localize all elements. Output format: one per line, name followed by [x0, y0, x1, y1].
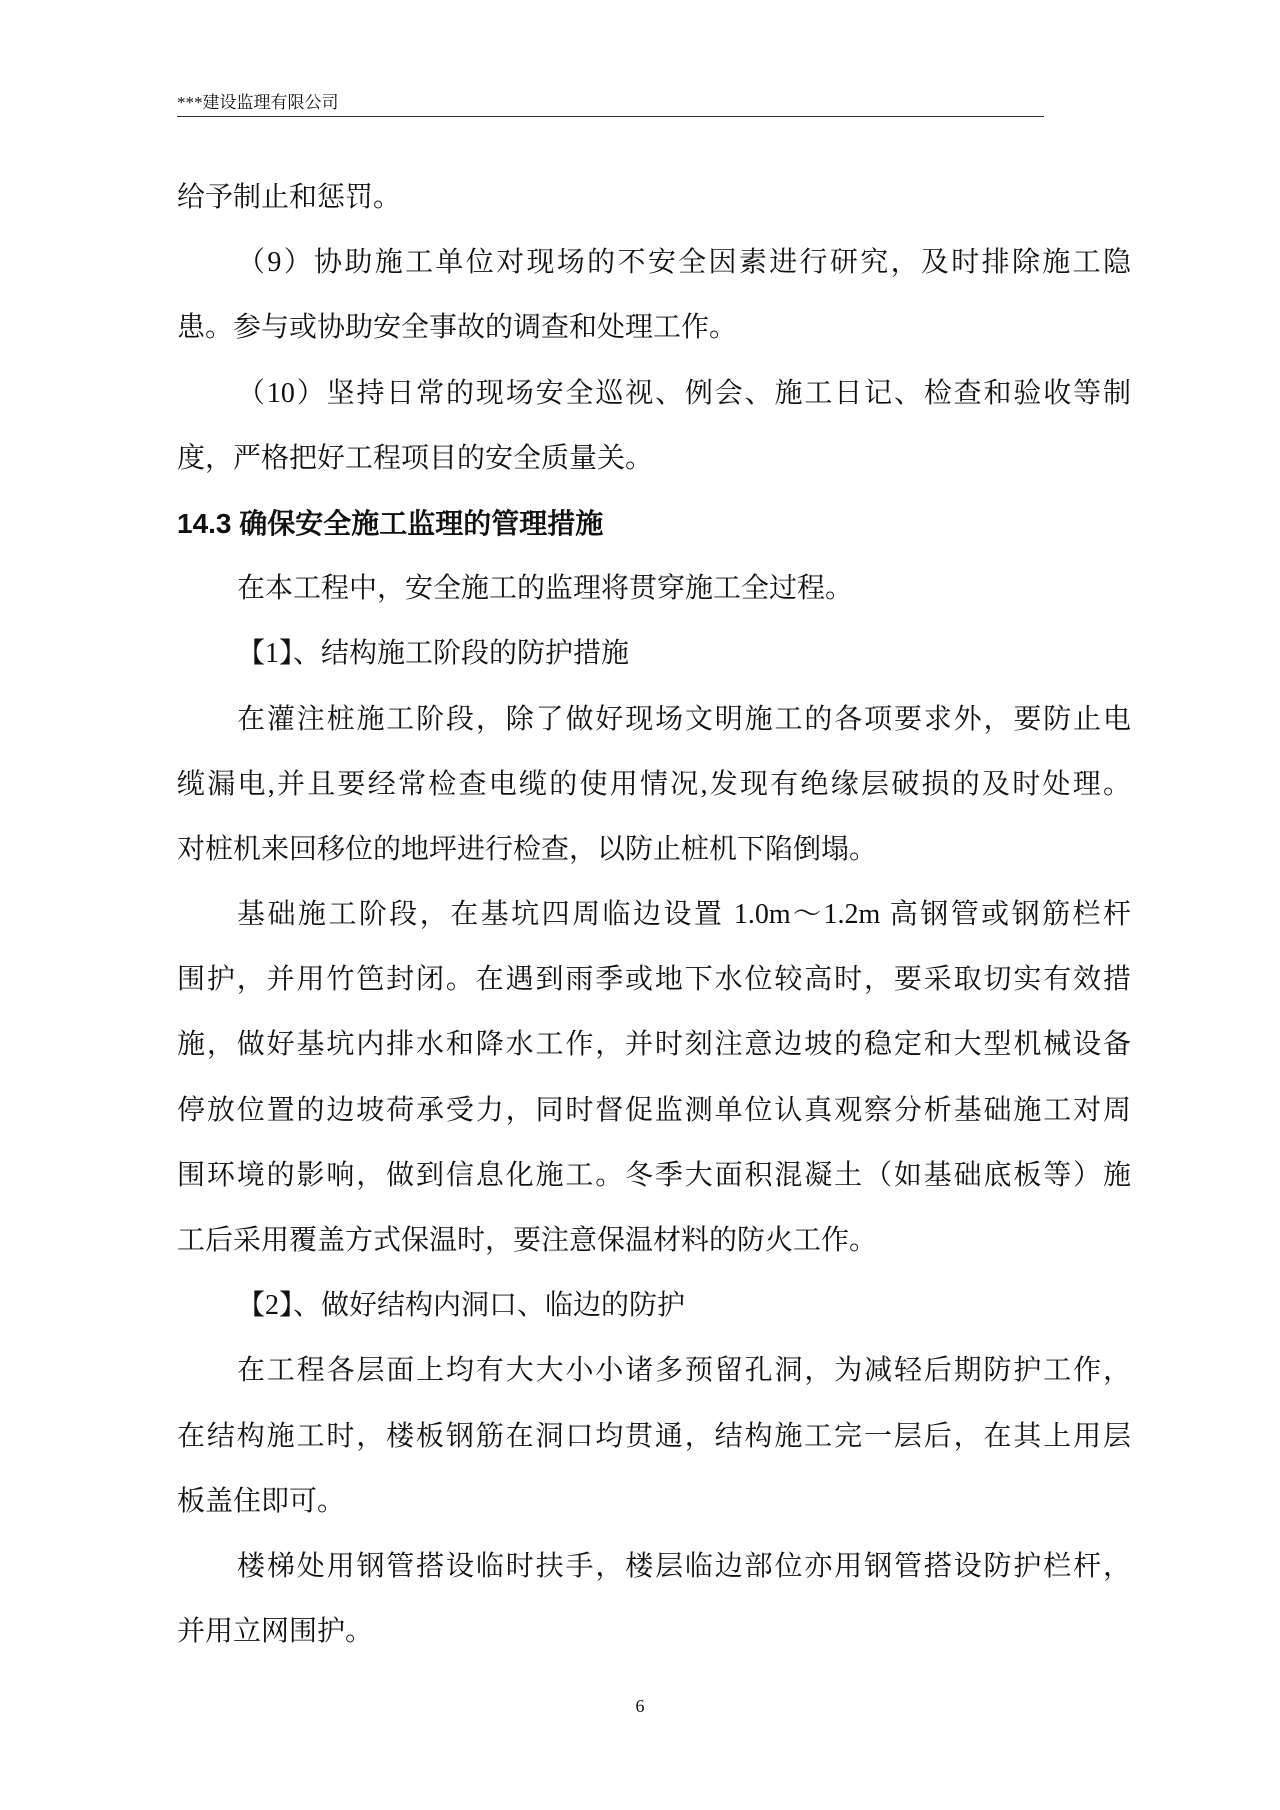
text-line: 施，做好基坑内排水和降水工作，并时刻注意边坡的稳定和大型机械设备: [177, 1029, 1131, 1061]
text-line: 在灌注桩施工阶段，除了做好现场文明施工的各项要求外，要防止电: [237, 703, 1131, 735]
text-line: 在结构施工时，楼板钢筋在洞口均贯通，结构施工完一层后，在其上用层: [177, 1420, 1131, 1452]
text-line: 【1】、结构施工阶段的防护措施: [237, 638, 630, 670]
text-line: 【2】、做好结构内洞口、临边的防护: [237, 1290, 686, 1322]
text-line: 患。参与或协助安全事故的调查和处理工作。: [177, 312, 738, 344]
text-line: 缆漏电,并且要经常检查电缆的使用情况,发现有绝缘层破损的及时处理。: [177, 768, 1131, 800]
text-line: 对桩机来回移位的地坪进行检查，以防止桩机下陷倒塌。: [177, 833, 878, 865]
page-number: 6: [635, 1696, 645, 1716]
text-line: 楼梯处用钢管搭设临时扶手，楼层临边部位亦用钢管搭设防护栏杆，: [237, 1550, 1131, 1582]
text-line: 工后采用覆盖方式保温时，要注意保温材料的防火工作。: [177, 1225, 878, 1256]
section-heading: 14.3 确保安全施工监理的管理措施: [177, 507, 604, 539]
text-line: 板盖住即可。: [177, 1485, 346, 1517]
text-line: 在工程各层面上均有大大小小诸多预留孔洞，为减轻后期防护工作，: [237, 1355, 1131, 1387]
text-line: 围护，并用竹笆封闭。在遇到雨季或地下水位较高时，要采取切实有效措: [177, 964, 1131, 996]
text-line: 停放位置的边坡荷承受力，同时督促监测单位认真观察分析基础施工对周: [177, 1094, 1131, 1126]
text-line: 并用立网围护。: [177, 1616, 374, 1648]
text-line: （9）协助施工单位对现场的不安全因素进行研究，及时排除施工隐: [237, 247, 1131, 279]
text-line: 度，严格把好工程项目的安全质量关。: [177, 442, 654, 474]
page-header: [177, 92, 1044, 117]
company-name: ***建设监理有限公司: [177, 93, 339, 112]
text-line: 给予制止和惩罚。: [177, 182, 402, 213]
document-body: [177, 165, 1131, 1664]
text-line: 在本工程中，安全施工的监理将贯穿施工全过程。: [237, 573, 854, 605]
text-line: 围环境的影响，做到信息化施工。冬季大面积混凝土（如基础底板等）施: [177, 1159, 1131, 1191]
text-line: （10）坚持日常的现场安全巡视、例会、施工日记、检查和验收等制: [237, 377, 1131, 409]
text-line: 基础施工阶段，在基坑四周临边设置 1.0m～1.2m 高钢管或钢筋栏杆: [237, 899, 1131, 931]
